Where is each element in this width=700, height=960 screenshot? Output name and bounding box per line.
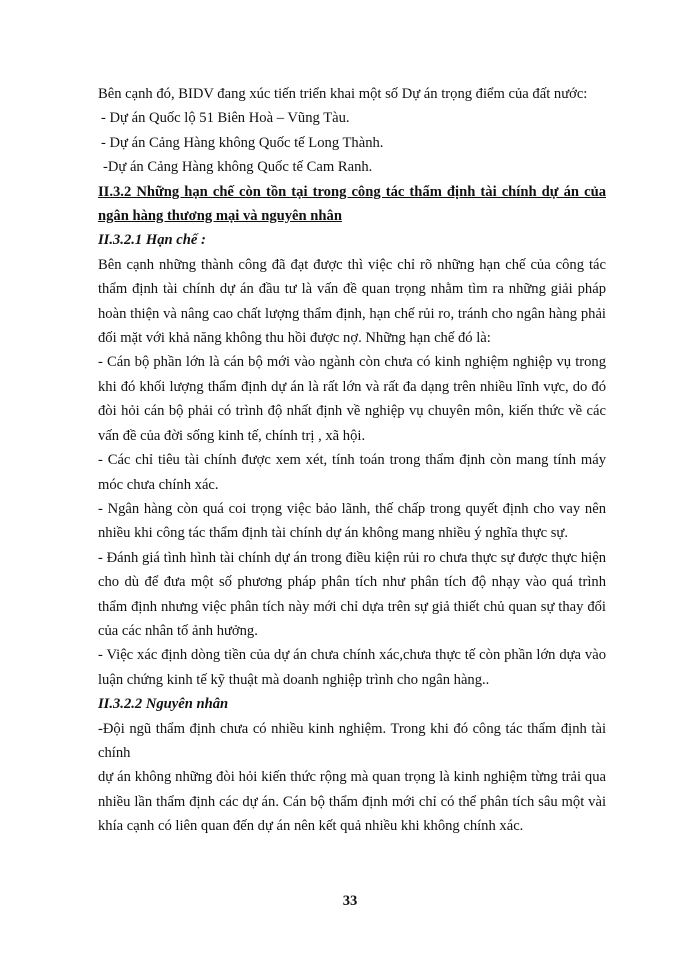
project-item: - Dự án Cảng Hàng không Quốc tế Long Thành.: [101, 134, 384, 151]
intro-paragraph: Bên cạnh đó, BIDV đang xúc tiến triển khai một số Dự án trọng điểm của đất nước:: [98, 86, 588, 102]
limitations-heading: II.3.2.1 Hạn chế :: [98, 232, 206, 249]
limitation-item: - Đánh giá tình hình tài chính dự án trong điều kiện rủi ro chưa thực sự được thực hiện cho dù để đưa một số phương pháp phân tích như phân tích độ nhạy vào quá trình thẩm định nhưng việc phân tích này mới chỉ dựa trên sự giả thiết chủ quan sự thay đổi của các nhân tố ảnh hưởng.: [98, 549, 606, 639]
project-item: - Dự án Quốc lộ 51 Biên Hoà – Vũng Tàu.: [101, 110, 350, 127]
limitation-item: - Các chỉ tiêu tài chính được xem xét, tính toán trong thẩm định còn mang tính máy móc chưa chính xác.: [98, 452, 606, 493]
page-body: [98, 82, 606, 839]
limitations-intro: Bên cạnh những thành công đã đạt được thì việc chỉ rõ những hạn chế của công tác thẩm định tài chính dự án đầu tư là vấn đề quan trọng nhằm tìm ra những giải pháp hoàn thiện và nâng cao chất lượng thẩm định, hạn chế rủi ro, tránh cho ngân hàng phải đối mặt với khả năng không thu hồi được nợ. Những hạn chế đó là:: [98, 256, 606, 347]
project-item: -Dự án Cảng Hàng không Quốc tế Cam Ranh.: [103, 159, 373, 176]
page-number: 33: [342, 893, 358, 909]
limitation-item: - Ngân hàng còn quá coi trọng việc bảo lãnh, thế chấp trong quyết định cho vay nên nhiều khi công tác thẩm định tài chính dự án không mang nhiều ý nghĩa thực sự.: [98, 500, 606, 542]
causes-paragraph: dự án không những đòi hỏi kiến thức rộng mà quan trọng là kinh nghiệm từng trải qua nhiều lần thẩm định các dự án. Cán bộ thẩm định mới chỉ có thể phân tích sâu một vài khía cạnh có liên quan đến dự án nên kết quả nhiều khi không chính xác.: [98, 769, 606, 835]
limitation-item: - Cán bộ phần lớn là cán bộ mới vào ngành còn chưa có kinh nghiệm nghiệp vụ trong khi đó khối lượng thẩm định dự án là rất lớn và rất đa dạng trên nhiều lĩnh vực, do đó đòi hỏi cán bộ phải có trình độ nhất định về nghiệp vụ chuyên môn, kiến thức về các vấn đề của đời sống kinh tế, chính trị , xã hội.: [98, 354, 606, 444]
causes-heading: II.3.2.2 Nguyên nhân: [98, 696, 229, 713]
causes-line: -Đội ngũ thẩm định chưa có nhiều kinh nghiệm. Trong khi đó công tác thẩm định tài chính: [98, 720, 606, 761]
section-heading: II.3.2 Những hạn chế còn tồn tại trong công tác thẩm định tài chính dự án của ngân hàng thương mại và nguyên nhân: [98, 183, 606, 225]
limitation-item: - Việc xác định dòng tiền của dự án chưa chính xác,chưa thực tế còn phần lớn dựa vào luận chứng kinh tế kỹ thuật mà doanh nghiệp trình cho ngân hàng..: [98, 647, 606, 688]
